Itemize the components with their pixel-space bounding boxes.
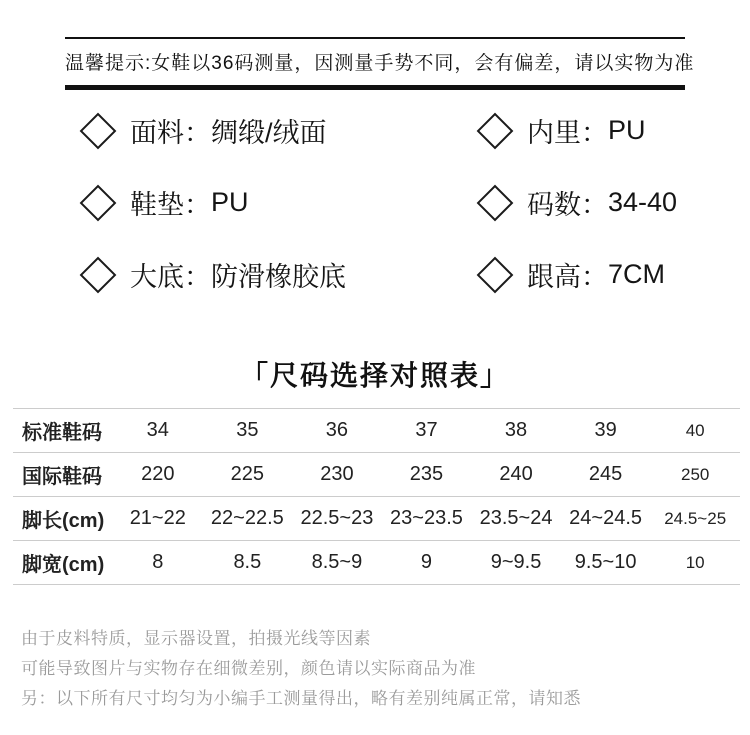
- spec-item-lining: [475, 111, 738, 150]
- diamond-icon: [80, 112, 117, 149]
- row-label: 标准鞋码: [22, 422, 102, 444]
- spec-item-outsole: [78, 255, 475, 294]
- size-cell: 23~23.5: [390, 507, 463, 529]
- size-cell: 40: [685, 420, 705, 440]
- spec-value: PU: [211, 187, 249, 217]
- spec-value: 34-40: [608, 187, 678, 217]
- spec-label: 大底: [130, 262, 184, 292]
- spec-label: 鞋垫: [130, 190, 184, 220]
- row-label: 脚长(cm): [22, 510, 105, 532]
- spec-item-material: [78, 111, 475, 150]
- table-row-foot-length: [13, 497, 740, 541]
- size-cell: 240: [499, 463, 533, 485]
- size-cell: 225: [230, 463, 265, 485]
- table-row-standard-size: [13, 409, 740, 453]
- size-cell: 235: [409, 463, 444, 485]
- spec-separator: ：: [184, 262, 211, 292]
- size-chart-title: 「尺码选择对照表」: [239, 360, 510, 391]
- size-cell: 21~22: [129, 507, 186, 529]
- notice-banner: [65, 37, 695, 90]
- spec-value: PU: [608, 115, 646, 145]
- size-cell: 245: [588, 463, 623, 485]
- size-cell: 37: [415, 419, 438, 441]
- spec-label: 跟高: [527, 262, 581, 292]
- row-label: 脚宽(cm): [22, 554, 105, 576]
- size-cell: 22~22.5: [210, 507, 284, 529]
- note-line: 另：以下所有尺寸均匀为小编手工测量得出，略有差别纯属正常，请知悉: [21, 689, 581, 708]
- size-cell: 220: [141, 463, 175, 485]
- table-row-foot-width: [13, 541, 740, 585]
- spec-separator: ：: [581, 118, 608, 148]
- notice-text: 温馨提示:女鞋以36码测量，因测量手势不同，会有偏差，请以实物为准: [65, 53, 695, 74]
- size-cell: 8: [152, 551, 164, 573]
- diamond-icon: [477, 112, 514, 149]
- spec-separator: ：: [184, 118, 211, 148]
- size-cell: 36: [325, 419, 349, 441]
- spec-separator: ：: [184, 190, 211, 220]
- size-cell: 230: [320, 463, 354, 485]
- size-cell: 23.5~24: [479, 507, 553, 529]
- note-line: 可能导致图片与实物存在细微差别，颜色请以实际商品为准: [21, 659, 476, 678]
- diamond-icon: [477, 184, 514, 221]
- spec-label: 面料: [130, 118, 184, 148]
- spec-grid: [78, 110, 738, 295]
- spec-value: 7CM: [608, 259, 666, 289]
- size-cell: 8.5: [233, 551, 262, 573]
- size-cell: 9.5~10: [574, 551, 637, 573]
- spec-separator: ：: [581, 262, 608, 292]
- size-cell: 35: [236, 419, 259, 441]
- spec-item-heel-height: [475, 255, 738, 294]
- diamond-icon: [80, 184, 117, 221]
- table-row-international-size: [13, 453, 740, 497]
- size-cell: 8.5~9: [311, 551, 363, 573]
- size-cell: 38: [504, 419, 528, 441]
- disclaimer-notes: [21, 624, 581, 714]
- size-cell: 9~9.5: [490, 551, 542, 573]
- size-cell: 22.5~23: [300, 507, 374, 529]
- size-cell: 34: [146, 419, 169, 441]
- spec-value: 绸缎/绒面: [211, 118, 327, 148]
- size-table: [13, 408, 740, 585]
- size-cell: 10: [685, 552, 705, 572]
- spec-label: 内里: [527, 118, 581, 148]
- size-cell: 24~24.5: [569, 507, 643, 529]
- spec-value: 防滑橡胶底: [211, 262, 346, 292]
- spec-item-sizes: [475, 183, 738, 222]
- spec-separator: ：: [581, 190, 608, 220]
- diamond-icon: [80, 256, 117, 293]
- spec-label: 码数: [527, 190, 581, 220]
- size-cell: 9: [420, 551, 433, 573]
- size-cell: 39: [594, 419, 617, 441]
- row-label: 国际鞋码: [22, 466, 102, 488]
- diamond-icon: [477, 256, 514, 293]
- size-cell: 250: [681, 464, 710, 484]
- note-line: 由于皮料特质，显示器设置，拍摄光线等因素: [21, 629, 371, 648]
- spec-item-insole: [78, 183, 475, 222]
- size-cell: 24.5~25: [664, 508, 727, 528]
